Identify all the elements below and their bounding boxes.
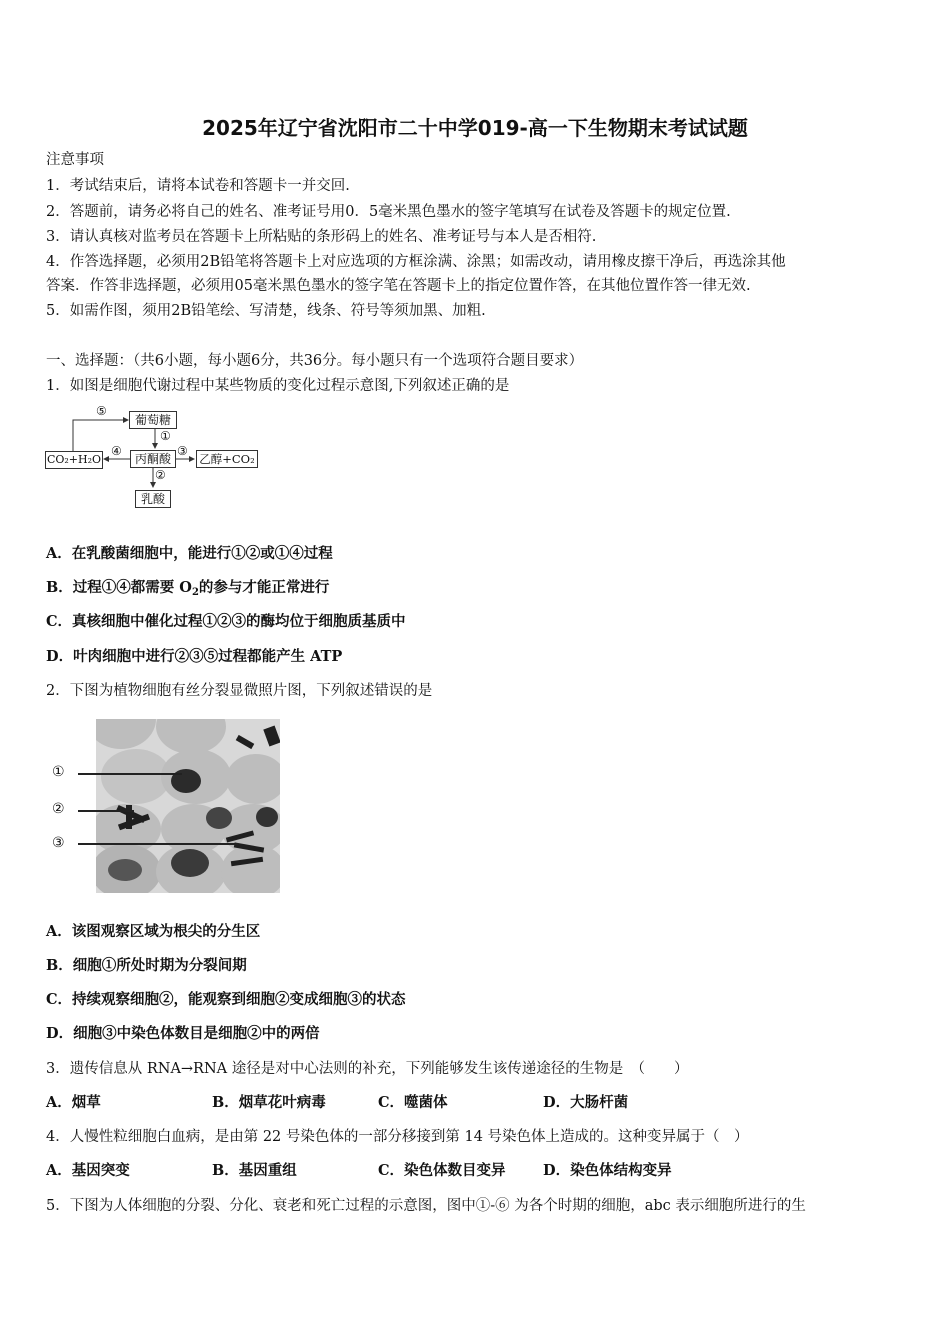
notice-item: 2．答题前，请务必将自己的姓名、准考证号用0．5毫米黑色墨水的签字笔填写在试卷及答题卡的规定位置. — [46, 204, 731, 220]
q1-option-b-text: B．过程①④都需要 O — [46, 579, 192, 596]
q1-option-a[interactable]: A．在乳酸菌细胞中，能进行①②或①④过程 — [46, 545, 333, 562]
cell-2-pointer — [78, 810, 134, 812]
cell-2-label: ② — [52, 801, 65, 817]
q2-option-c[interactable]: C．持续观察细胞②，能观察到细胞②变成细胞③的状态 — [46, 991, 406, 1008]
q3-option-a[interactable]: A．烟草 — [46, 1094, 101, 1111]
q1-option-d[interactable]: D．叶肉细胞中进行②③⑤过程都能产生 ATP — [46, 648, 343, 665]
mitosis-micrograph — [96, 719, 280, 893]
q4-option-b[interactable]: B．基因重组 — [212, 1162, 297, 1179]
question-5-stem: 5．下图为人体细胞的分裂、分化、衰老和死亡过程的示意图，图中①-⑥ 为各个时期的细胞，abc 表示细胞所进行的生 — [46, 1198, 806, 1214]
q4-option-a[interactable]: A．基因突变 — [46, 1162, 130, 1179]
step-3-label: ③ — [177, 444, 188, 458]
question-1-stem: 1．如图是细胞代谢过程中某些物质的变化过程示意图,下列叙述正确的是 — [46, 378, 510, 394]
question-3-stem: 3．遗传信息从 RNA→RNA 途径是对中心法则的补充，下列能够发生该传递途径的生物是 （ ） — [46, 1061, 689, 1077]
cell-3-label: ③ — [52, 835, 65, 851]
cell-1-label: ① — [52, 764, 65, 780]
q1-option-b-text-end: 的参与才能正常进行 — [198, 579, 330, 596]
q3-option-b[interactable]: B．烟草花叶病毒 — [212, 1094, 326, 1111]
section-heading: 一、选择题：（共6小题，每小题6分，共36分。每小题只有一个选项符合题目要求） — [46, 353, 584, 369]
co2-h2o-box: CO₂+H₂O — [45, 451, 103, 469]
question-4-stem: 4．人慢性粒细胞白血病，是由第 22 号染色体的一部分移接到第 14 号染色体上造成的。这种变异属于（ ） — [46, 1129, 749, 1145]
question-2-stem: 2．下图为植物细胞有丝分裂显微照片图，下列叙述错误的是 — [46, 683, 433, 699]
step-1-label: ① — [160, 429, 171, 443]
q3-option-d[interactable]: D．大肠杆菌 — [543, 1094, 629, 1111]
q4-option-d[interactable]: D．染色体结构变异 — [543, 1162, 672, 1179]
q2-option-a[interactable]: A．该图观察区域为根尖的分生区 — [46, 923, 261, 940]
glucose-box: 葡萄糖 — [129, 411, 177, 429]
notice-item: 4．作答选择题，必须用2B铅笔将答题卡上对应选项的方框涂满、涂黑；如需改动，请用橡皮擦干净后，再选涂其他 — [46, 254, 786, 270]
lactate-box: 乳酸 — [135, 490, 171, 508]
q1-option-c[interactable]: C．真核细胞中催化过程①②③的酶均位于细胞质基质中 — [46, 613, 406, 630]
step-2-label: ② — [155, 468, 166, 482]
cell-1-pointer — [78, 773, 182, 775]
step-4-label: ④ — [111, 444, 122, 458]
notice-item: 1．考试结束后，请将本试卷和答题卡一并交回. — [46, 178, 350, 194]
notice-item: 3．请认真核对监考员在答题卡上所粘贴的条形码上的姓名、准考证号与本人是否相符. — [46, 229, 597, 245]
ethanol-co2-box: 乙醇+CO₂ — [196, 450, 258, 468]
q1-option-b[interactable] — [46, 578, 329, 603]
q1-option-b-subscript: 2 — [191, 587, 199, 598]
q2-option-b[interactable]: B．细胞①所处时期为分裂间期 — [46, 957, 247, 974]
q4-option-c[interactable]: C．染色体数目变异 — [378, 1162, 506, 1179]
cell-3-pointer — [78, 843, 238, 845]
notice-item: 5．如需作图，须用2B铅笔绘、写清楚，线条、符号等须加黑、加粗. — [46, 303, 486, 319]
notice-item: 答案．作答非选择题，必须用05毫米黑色墨水的签字笔在答题卡上的指定位置作答，在其他位置作答一律无效. — [46, 278, 751, 294]
q3-option-c[interactable]: C．噬菌体 — [378, 1094, 448, 1111]
diagram-arrows — [0, 0, 950, 520]
step-5-label: ⑤ — [96, 404, 107, 418]
page-title: 2025年辽宁省沈阳市二十中学019-高一下生物期末考试试题 — [202, 116, 748, 140]
pyruvate-box: 丙酮酸 — [130, 450, 176, 468]
q2-option-d[interactable]: D．细胞③中染色体数目是细胞②中的两倍 — [46, 1025, 320, 1042]
notice-heading: 注意事项 — [46, 152, 104, 168]
